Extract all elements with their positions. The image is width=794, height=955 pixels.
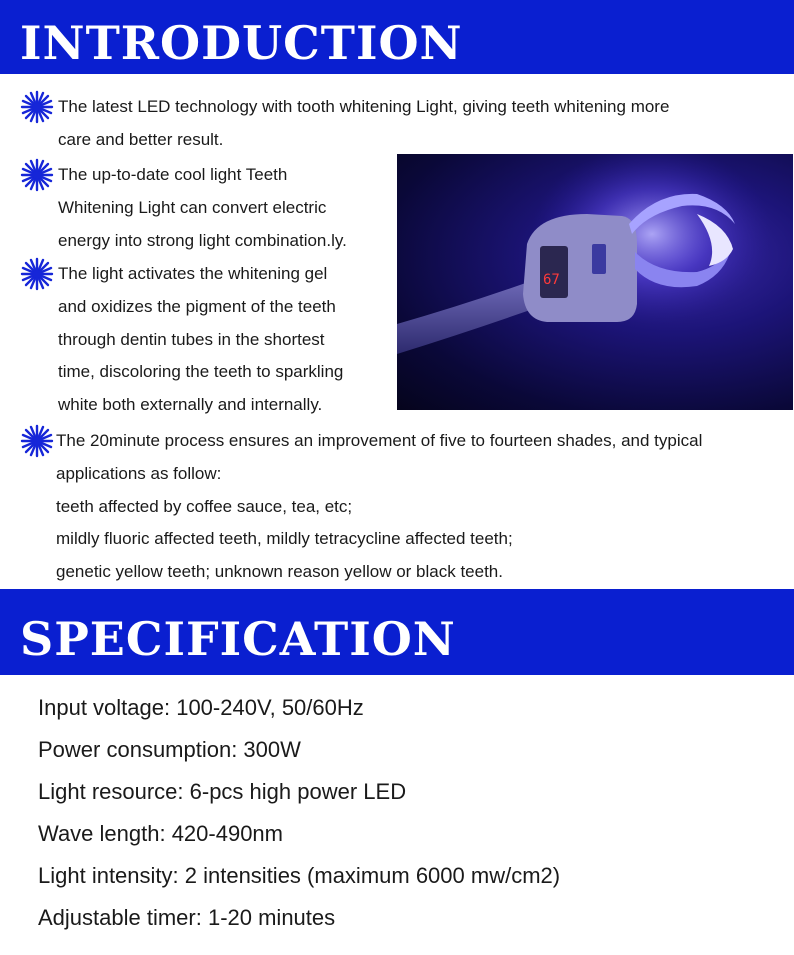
bullet-3-line-4: time, discoloring the teeth to sparkling — [58, 362, 344, 381]
spec-item-adjustable-timer: Adjustable timer: 1-20 minutes — [38, 905, 336, 930]
spec-item-light-resource: Light resource: 6-pcs high power LED — [38, 779, 407, 804]
specification-banner — [0, 589, 794, 675]
spec-item-input-voltage: Input voltage: 100-240V, 50/60Hz — [38, 695, 364, 720]
spec-item-power-consumption: Power consumption: 300W — [38, 737, 301, 762]
spec-item-light-intensity: Light intensity: 2 intensities (maximum 6000 mw/cm2) — [38, 863, 561, 888]
bullet-2-line-3: energy into strong light combination.ly. — [58, 231, 347, 250]
bullet-4-line-1: The 20minute process ensures an improvement of five to fourteen shades, and typical — [56, 431, 703, 450]
lamp-timer-display: 67 — [543, 272, 560, 288]
bullet-4-line-5: genetic yellow teeth; unknown reason yellow or black teeth. — [56, 562, 503, 581]
bullet-1-line-1: The latest LED technology with tooth whitening Light, giving teeth whitening more — [58, 97, 670, 116]
bullet-3-line-3: through dentin tubes in the shortest — [58, 330, 325, 349]
introduction-banner — [0, 0, 794, 74]
star-bullet-icon — [20, 424, 54, 458]
bullet-3-line-1: The light activates the whitening gel — [58, 264, 328, 283]
bullet-3-line-5: white both externally and internally. — [58, 395, 323, 414]
spec-item-wave-length: Wave length: 420-490nm — [38, 821, 283, 846]
bullet-4-line-3: teeth affected by coffee sauce, tea, etc; — [56, 497, 353, 516]
bullet-1-line-2: care and better result. — [58, 130, 224, 149]
star-bullet-icon — [20, 90, 54, 124]
introduction-title: INTRODUCTION — [20, 16, 463, 70]
bullet-3-line-2: and oxidizes the pigment of the teeth — [58, 297, 336, 316]
led-whitening-lamp-photo — [397, 154, 793, 410]
bullet-4-line-4: mildly fluoric affected teeth, mildly tetracycline affected teeth; — [56, 529, 513, 548]
lamp-illustration — [397, 154, 793, 410]
specification-title: SPECIFICATION — [20, 612, 456, 666]
star-bullet-icon — [20, 158, 54, 192]
bullet-4-line-2: applications as follow: — [56, 464, 222, 483]
bullet-2-line-2: Whitening Light can convert electric — [58, 198, 327, 217]
star-bullet-icon — [20, 257, 54, 291]
bullet-2-line-1: The up-to-date cool light Teeth — [58, 165, 288, 184]
